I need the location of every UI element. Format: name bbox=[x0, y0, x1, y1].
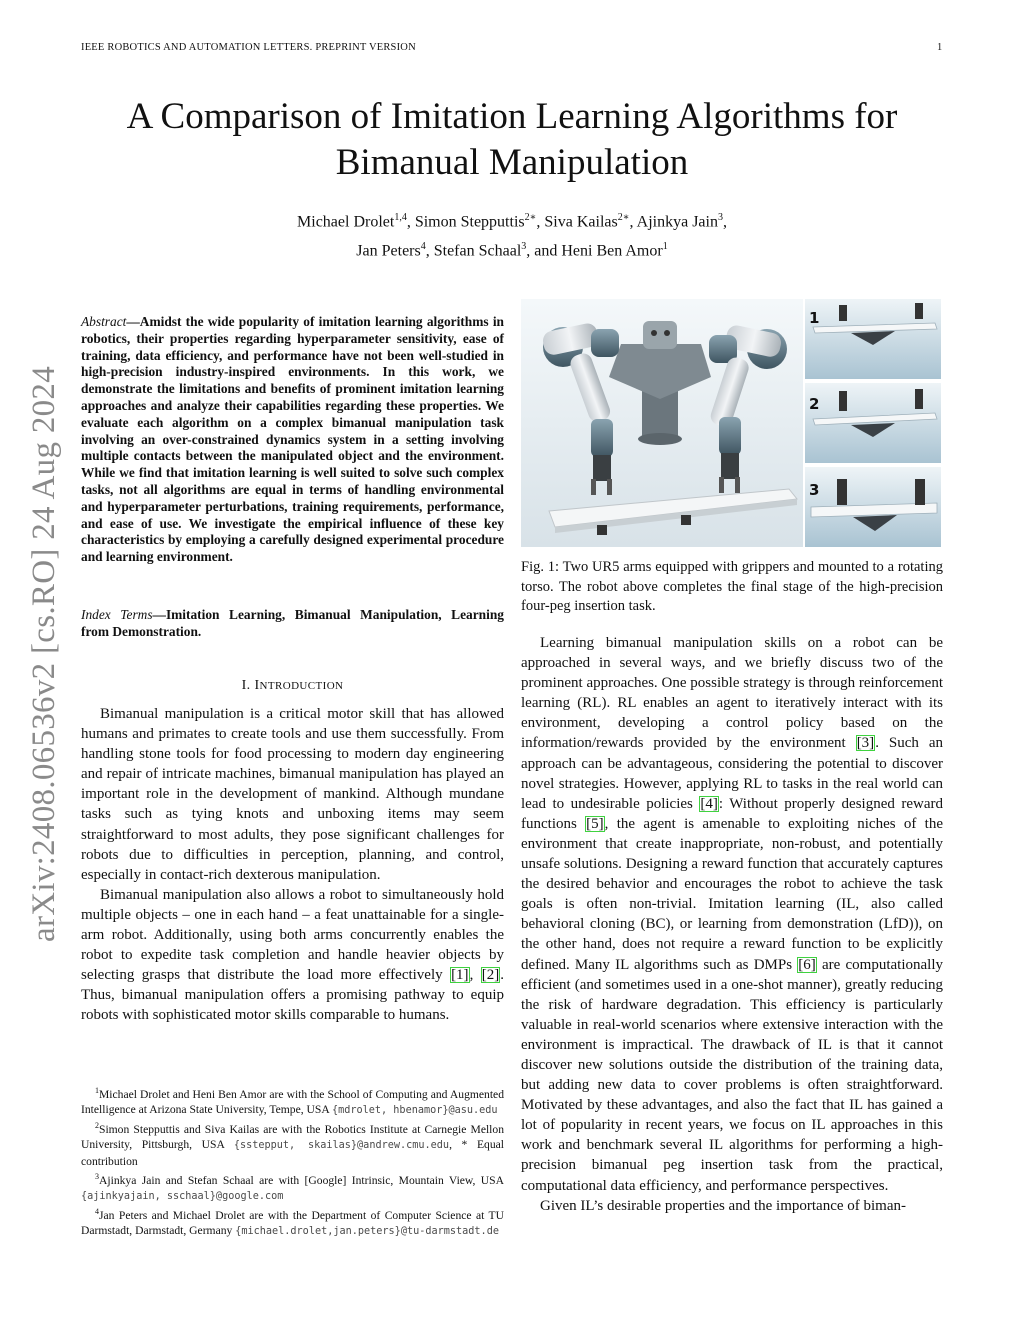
right-column-text bbox=[521, 633, 943, 1216]
figure-robot bbox=[521, 299, 941, 547]
citation-link[interactable]: [2] bbox=[481, 967, 500, 984]
affiliation-mark: 3 bbox=[521, 241, 527, 253]
arxiv-stamp: arXiv:2408.06536v2 [cs.RO] 24 Aug 2024 bbox=[26, 365, 62, 942]
affiliation-mark: 4 bbox=[420, 241, 426, 253]
index-terms-label: Index Terms bbox=[81, 607, 153, 622]
page-number: 1 bbox=[937, 42, 943, 53]
footnote: $^4$Jan Peters and Michael Drolet are with the Department of Computer Science at TU Darmstadt, Darmstadt, Germany {michael.drolet,jan.peters}@tu-darmstadt.de bbox=[81, 1207, 504, 1238]
affiliation-mark: 3 bbox=[717, 212, 723, 223]
robot-render bbox=[521, 299, 941, 547]
affiliation-mark: 1,4 bbox=[394, 212, 407, 223]
author: Siva Kailas bbox=[544, 213, 618, 231]
paragraph: Bimanual manipulation is a critical motor skill that has allowed humans and primates to create tools and use them successfully. From handling stone tools for food processing to modern day engineering and repair of intricate machines, bimanual manipulation has played an important role in the development of mankind. Although mundane tasks such as tying knots and unboxing items may seem straightforward to most adults, they pose significant challenges for robots due to difficulties in perception, planning, and control, especially in contact-rich dexterous manipulation. bbox=[81, 706, 504, 883]
running-header: IEEE ROBOTICS AND AUTOMATION LETTERS. PREPRINT VERSION bbox=[81, 42, 416, 53]
intro-text bbox=[81, 704, 504, 1026]
author: Heni Ben Amor bbox=[561, 242, 663, 260]
affiliation-mark: 1 bbox=[662, 241, 668, 253]
author: Simon Stepputtis bbox=[414, 213, 525, 231]
citation-link[interactable]: [5] bbox=[586, 815, 604, 832]
email: {sstepput, skailas}@andrew.cmu.edu bbox=[233, 1140, 450, 1152]
affiliation-mark: 2∗ bbox=[617, 212, 630, 223]
paragraph: Learning bimanual manipulation skills on a robot can be approached in several ways, and we briefly discuss two of the prominent approaches. One possible strategy is through reinforcement learning (RL). RL enables an agent to iteratively interact with its environment, developing a control policy based on the information/rewards provided by the environment [3]. Such an approach can be advantageous, considering the potential to discover novel strategies. However, applying RL to tasks in the real world can lead to undesirable policies [4]: Without properly designed reward functions [5], the agent is amenable to exploiting niches of the environment that create inappropriate, non-robust, and potentially unsafe solutions. Designing a reward function that accurately captures the desired behavior and encourages the robot to achieve the task goals is often non-trivial. Imitation learning (IL, also called behavioral cloning (BC), or learning from demonstration (LfD)), on the other hand, does not require a reward function to be explicitly defined. Many IL algorithms such as DMPs [6] are computationally efficient (and sometimes used in a one-shot manner), greatly reducing the risk of hardware degradation. This efficiency is particularly valuable in real-world scenarios where extensive interaction with the environment is impractical. The drawback of IL is that it cannot discover new solutions outside the distribution of the training data, but adding new data to cover problems is often straightforward. Motivated by these advantages, and also the fact that IL has gained a lot of popularity in recent years, we focus on IL approaches in this work and benchmark several IL algorithms for performing a high-precision bimanual peg insertion task from the practical, computational data efficiency, and performance perspectives. bbox=[521, 635, 944, 1194]
figure-caption: Fig. 1: Two UR5 arms equipped with grippers and mounted to a rotating torso. The robot above completes the final stage of the high-precision four-peg insertion task. bbox=[521, 559, 943, 614]
paper-title: A Comparison of Imitation Learning Algorithms for Bimanual Manipulation bbox=[126, 96, 898, 183]
section-heading: I. INTRODUCTION bbox=[241, 678, 344, 693]
author: Michael Drolet bbox=[297, 213, 395, 231]
footnotes bbox=[81, 1083, 504, 1239]
author: Jan Peters bbox=[356, 242, 421, 260]
author: Stefan Schaal bbox=[433, 242, 522, 260]
footnote: $^3$Ajinkya Jain and Stefan Schaal are with [Google] Intrinsic, Mountain View, USA {ajinkyajain, sschaal}@google.com bbox=[81, 1171, 504, 1202]
email: {michael.drolet,jan.peters}@tu-darmstadt.de bbox=[235, 1226, 499, 1238]
stage-label: 1 bbox=[809, 309, 820, 327]
abstract-text: —Amidst the wide popularity of imitation learning algorithms in robotics, their properties regarding hyperparameter sensitivity, ease of training, data efficiency, and performance have not been well-studied in high-precision industry-inspired environments. In this work, we demonstrate the limitations and benefits of prominent imitation learning approaches and analyze their capabilities regarding these properties. We evaluate each algorithm on a complex bimanual manipulation task involving an over-constrained dynamics system in a setting involving multiple contacts between the manipulated object and the environment. While we find that imitation learning is well suited to solve such complex tasks, not all algorithms are equal in terms of handling environmental and hyperparameter perturbations, training requirements, performance, and ease of use. We investigate the empirical influence of these key characteristics by employing a carefully designed experimental procedure and learning environment. bbox=[81, 314, 504, 565]
affiliation-mark: 2∗ bbox=[524, 212, 537, 223]
paragraph: Given IL’s desirable properties and the importance of biman- bbox=[540, 1197, 906, 1214]
index-terms bbox=[81, 607, 504, 641]
citation-link[interactable]: [6] bbox=[798, 956, 816, 973]
index-terms-text: —Imitation Learning, Bimanual Manipulation, Learning from Demonstration. bbox=[81, 607, 504, 639]
email: {mdrolet, hbenamor}@asu.edu bbox=[331, 1105, 498, 1117]
email: {ajinkyajain, sschaal}@google.com bbox=[81, 1190, 284, 1202]
abstract-label: Abstract bbox=[81, 314, 127, 329]
abstract bbox=[81, 314, 504, 566]
author-list: Michael Drolet$^{1,4}$, Simon Stepputtis$^{2∗}$, Siva Kailas$^{2∗}$, Ajinkya Jain$^3$, Jan Peters$^4$, Stefan Schaal$^3$, and Heni Ben Amor$^1$ bbox=[297, 212, 727, 260]
stage-label: 3 bbox=[809, 481, 820, 499]
stage-label: 2 bbox=[809, 395, 820, 413]
footnote: $^2$Simon Stepputtis and Siva Kailas are with the Robotics Institute at Carnegie Mellon University, Pittsburgh, USA {sstepput, skailas}@andrew.cmu.edu, * Equal contribution bbox=[81, 1121, 504, 1168]
citation-link[interactable]: [4] bbox=[700, 795, 718, 812]
author: Ajinkya Jain bbox=[636, 213, 718, 231]
footnote: $^1$Michael Drolet and Heni Ben Amor are with the School of Computing and Augmented Intelligence at Arizona State University, Tempe, USA {mdrolet, hbenamor}@asu.edu bbox=[81, 1086, 504, 1117]
paragraph: Bimanual manipulation also allows a robot to simultaneously hold multiple objects – one in each hand – a feat unattainable for a single-arm robot. Additionally, using both arms concurrently enables the robot to expedite task completion and handle heavier objects by selecting grasps that distribute the load more effectively [1], [2]. Thus, bimanual manipulation offers a promising pathway to equip robots with sophisticated motor skills comparable to humans. bbox=[81, 886, 504, 1024]
citation-link[interactable]: [1] bbox=[451, 967, 469, 984]
citation-link[interactable]: [3] bbox=[856, 735, 875, 752]
